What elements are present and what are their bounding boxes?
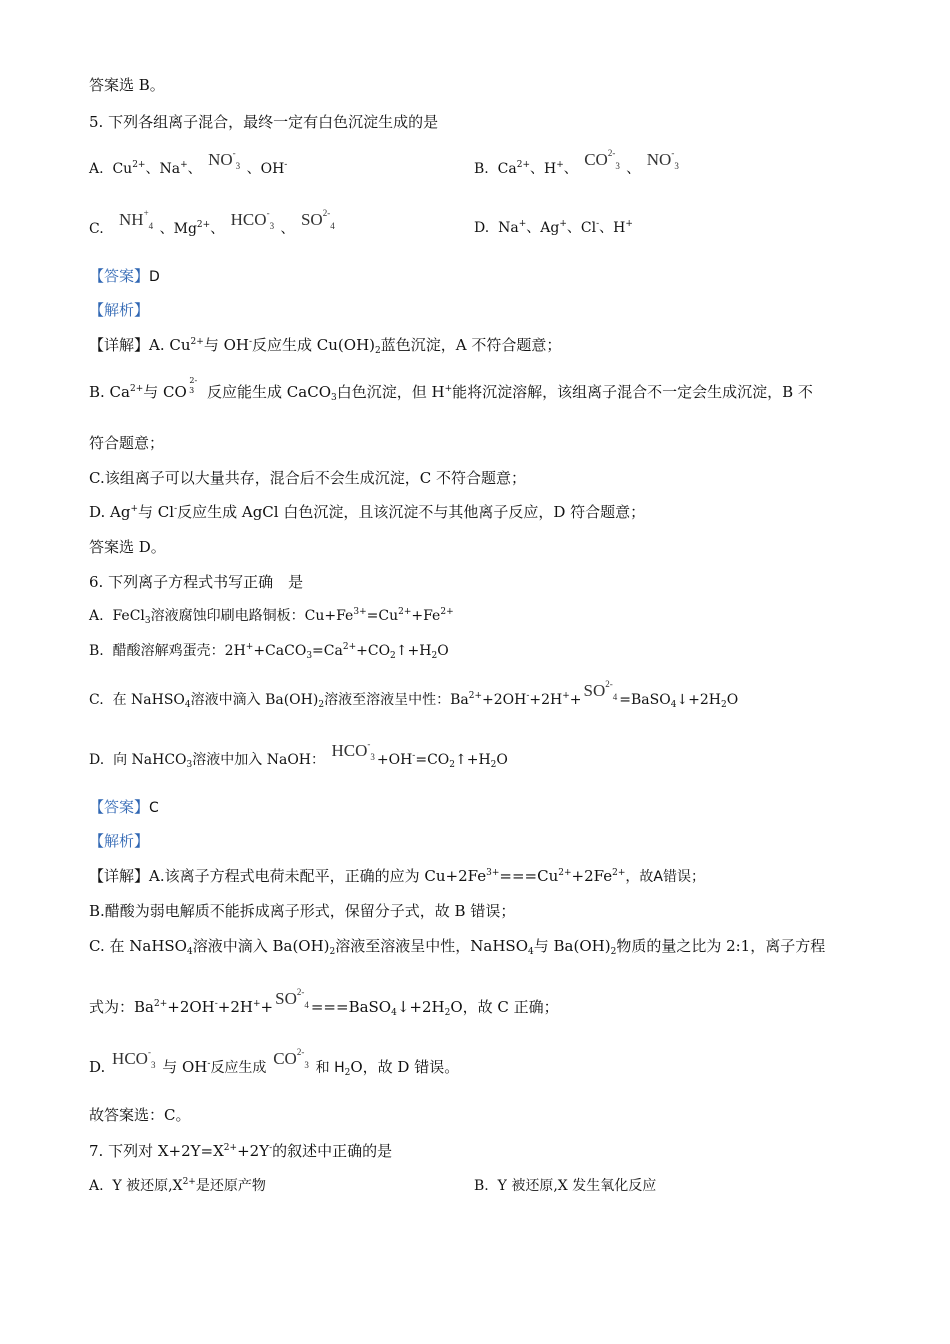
q5-option-d: D. Na+、Ag+、Cl-、H+ xyxy=(474,219,633,236)
hco3-formula-detail: $HCO^-_3$ xyxy=(112,1047,156,1070)
q6-option-c: C. 在 NaHSO$_4$溶液中滴入 $Ba(OH)_2$溶液至溶液呈中性：$Ba^{2+}+2OH^-+2H^++ SO^{2-}_4$ $=BaSO_4↓+2H_2O$ xyxy=(89,679,739,710)
q5-detail-b-cont: 符合题意； xyxy=(89,434,165,452)
q5-detail-c: C.该组离子可以大量共存，混合后不会生成沉淀，C 不符合题意； xyxy=(89,469,526,487)
q5-detail-end: 答案选 D。 xyxy=(89,538,166,556)
q6-detail-end: 故答案选：C。 xyxy=(89,1106,191,1124)
q7-option-b: B. Y 被还原,X 发生氧化反应 xyxy=(474,1178,657,1194)
q6-option-d: D. 向 NaHCO$_3$溶液中加入 NaOH： $HCO^-_3$ $+OH^-=CO_2↑+H_2O$ xyxy=(89,739,508,770)
q5-detail-b: B. $Ca^{2+}$与 CO $^{2-3}$ 反应能生成 CaCO$_3$白色沉淀，但 H+能将沉淀溶解，该组离子混合不一定会生成沉淀，B 不 xyxy=(89,376,813,403)
q6-analysis-tag: 【解析】 xyxy=(89,832,150,850)
q5-option-c: C. $NH^+_4$ 、$Mg^{2+}$、 $HCO^-_3$ 、 $SO^{2-}_4$ xyxy=(89,208,335,237)
q6-answer: 【答案】C xyxy=(89,798,159,816)
q5-option-b: B. $Ca^{2+}$、H+、 $CO^{2-}_3$ 、 $NO^-_3$ xyxy=(474,148,679,177)
q6-detail-c-cont: 式为：$Ba^{2+}+2OH^-+2H^++ SO^{2-}_4$ $===BaSO_4↓+2H_2O$，故 C 正确； xyxy=(89,987,559,1018)
no3-formula: $NO^-_3$ xyxy=(208,148,241,171)
q7-option-a: A. Y 被还原$,X^{2+}$是还原产物 xyxy=(89,1177,266,1194)
q6-option-a: A. FeCl$_3$溶液腐蚀印刷电路铜板：$Cu+Fe^{3+}=Cu^{2+}+Fe^{2+}$ xyxy=(89,607,454,626)
co3-formula: $CO^{2-}_3$ xyxy=(584,148,620,171)
q5-option-a: A. $Cu^{2+}$、Na+、 $NO^-_3$ 、OH- xyxy=(89,148,288,177)
q5-analysis-tag: 【解析】 xyxy=(89,301,150,319)
q6-detail-a: 【详解】A.该离子方程式电荷未配平，正确的应为 $Cu+2Fe^{3+}===Cu^{2+}+2Fe^{2+}$，故A错误； xyxy=(89,867,705,885)
q5-detail-a: 【详解】A. $Cu^{2+}$与 OH-反应生成 $Cu(OH)_2$蓝色沉淀，A 不符合题意； xyxy=(89,336,562,356)
q5-answer: 【答案】D xyxy=(89,267,160,285)
nh4-formula: $NH^+_4$ xyxy=(119,208,154,231)
co3-formula-detail: $CO^{2-}_3$ xyxy=(273,1047,309,1070)
so4-formula: $SO^{2-}_4$ xyxy=(300,208,335,231)
so4-formula-detail: $SO^{2-}_4$ xyxy=(275,987,309,1010)
hco3-formula: $HCO^-_3$ xyxy=(230,208,275,231)
q6-detail-b: B.醋酸为弱电解质不能拆成离子形式，保留分子式，故 B 错误； xyxy=(89,902,516,920)
q7-stem: 7. 下列对 $X+2Y=X^{2+}+2Y^-$的叙述中正确的是 xyxy=(89,1142,393,1160)
q5-detail-d: D. Ag+与 Cl-反应生成 AgCl 白色沉淀，且该沉淀不与其他离子反应，D 符合题意； xyxy=(89,503,646,521)
q6-stem: 6. 下列离子方程式书写正确 是 xyxy=(89,573,304,591)
q6-detail-d: D. $HCO^-_3$ 与 OH-反应生成 $CO^{2-}_3$ 和 $H_2O$，故 D 错误。 xyxy=(89,1047,460,1078)
q5-stem: 5. 下列各组离子混合，最终一定有白色沉淀生成的是 xyxy=(89,113,439,131)
hco3-formula-q6d: $HCO^-_3$ xyxy=(331,739,375,762)
q6-detail-c: C. 在 NaHSO$_4$溶液中滴入 $Ba(OH)_2$溶液至溶液呈中性，NaHSO$_4$与 $Ba(OH)_2$物质的量之比为 2:1，离子方程 xyxy=(89,937,826,957)
q6-option-b: B. 醋酸溶解鸡蛋壳：$2H^++CaCO_3=Ca^{2+}+CO_2↑+H_2O$ xyxy=(89,642,449,661)
no3-formula-b: $NO^-_3$ xyxy=(646,148,679,171)
prev-answer: 答案选 B。 xyxy=(89,76,165,94)
so4-formula-q6c: $SO^{2-}_4$ xyxy=(583,679,618,702)
